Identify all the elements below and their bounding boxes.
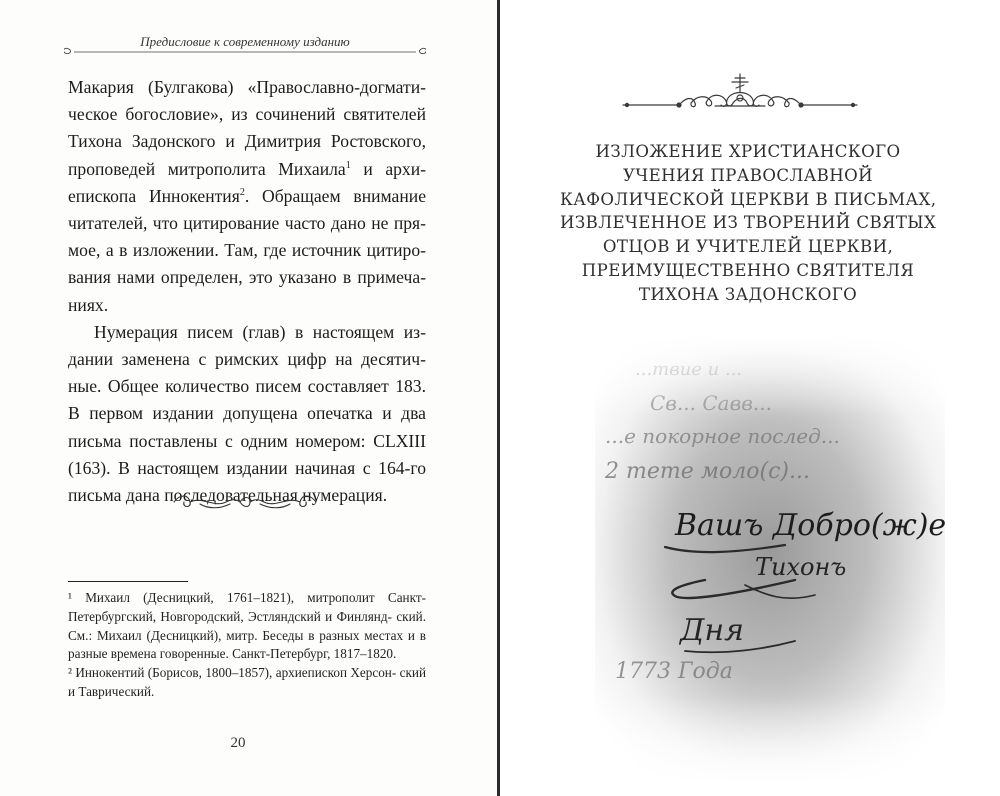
footnote-1 (68, 589, 426, 664)
text-line: (163). В настоящем издании начиная с 164-го (68, 457, 426, 478)
text-line: Нумерация писем (глав) в настоящем из- (94, 321, 426, 342)
text-line: В первом издании допущена опечатка и два (68, 403, 426, 424)
text-line: дании заменена с римских цифр на десятич- (68, 349, 426, 370)
footnote-marker: 1 (345, 159, 351, 171)
text-line: ческое богословие», из сочинений святителей (68, 104, 426, 125)
title-line: ОТЦОВ И УЧИТЕЛЕЙ ЦЕРКВИ, (602, 237, 894, 257)
text-line: 1817–1820. (333, 646, 397, 662)
manuscript-image (595, 335, 945, 785)
cross-ornament-icon (619, 72, 861, 112)
text-line: . Обращаем внимание (244, 185, 427, 206)
right-page (500, 0, 1000, 796)
text-line: ¹ Михаил (Десницкий, 1761–1821), митрополит Санкт- (68, 590, 426, 605)
title-line: ИЗЛОЖЕНИЕ ХРИСТИАНСКОГО (595, 142, 901, 161)
text-line: ² Иннокентий (Борисов, 1800–1857), архиепископ Херсон- (68, 665, 397, 681)
book-title (560, 140, 936, 307)
text-line: Тихона Задонского и Димитрия Ростовского, (68, 131, 426, 152)
text-line: ский. См.: Михаил (Десницкий), митр. Беседы в разных (68, 608, 426, 643)
text-line: местах и в разные времена говоренные. Санкт-Петербург, (68, 627, 426, 662)
text-line: проповедей митрополита Михаила (68, 158, 346, 179)
text-line: ные. Общее количество писем составляет 183. (68, 376, 426, 397)
text-line: епископа Иннокентия (68, 185, 240, 206)
footnote-marker: 2 (239, 186, 245, 198)
title-line: КАФОЛИЧЕСКОЙ ЦЕРКВИ В ПИСЬМАХ, (560, 189, 937, 209)
title-line: ПРЕИМУЩЕСТВЕННО СВЯТИТЕЛЯ (581, 260, 915, 280)
text-line: мое, а в изложении. Там, где источник цитиро- (68, 240, 426, 261)
title-line: ТИХОНА ЗАДОНСКОГО (638, 284, 858, 304)
text-line: ниях. (68, 294, 109, 315)
running-head: Предисловие к современному изданию (140, 34, 350, 49)
paragraph-2 (68, 319, 426, 509)
text-line: письма дана последовательная нумерация. (68, 485, 388, 506)
title-line: УЧЕНИЯ ПРАВОСЛАВНОЙ (623, 165, 873, 185)
text-line: читателей, что цитирование часто дано не пря- (68, 213, 426, 234)
running-head-rule (64, 44, 426, 56)
title-line: ИЗВЛЕЧЕННОЕ ИЗ ТВОРЕНИЙ СВЯТЫХ (560, 213, 937, 233)
left-page (0, 0, 497, 796)
main-text (68, 74, 426, 509)
footnotes (68, 589, 426, 702)
text-line: Петербургский, Новгородский, Эстляндский и Финлянд- (68, 608, 392, 624)
text-line: и архи- (350, 158, 426, 179)
text-line: ский и Таврический. (68, 665, 426, 699)
footnote-rule (68, 581, 188, 582)
page-number: 20 (230, 735, 246, 751)
text-line: Макария (Булгакова) «Православно-догмати- (68, 77, 426, 97)
footnote-2 (68, 664, 426, 702)
section-flourish (170, 490, 320, 514)
paragraph-1 (68, 74, 426, 319)
text-line: вания нами определен, это указано в примеча- (68, 267, 426, 288)
text-line: письма поставлены с одним номером: CLXIII (68, 430, 426, 451)
